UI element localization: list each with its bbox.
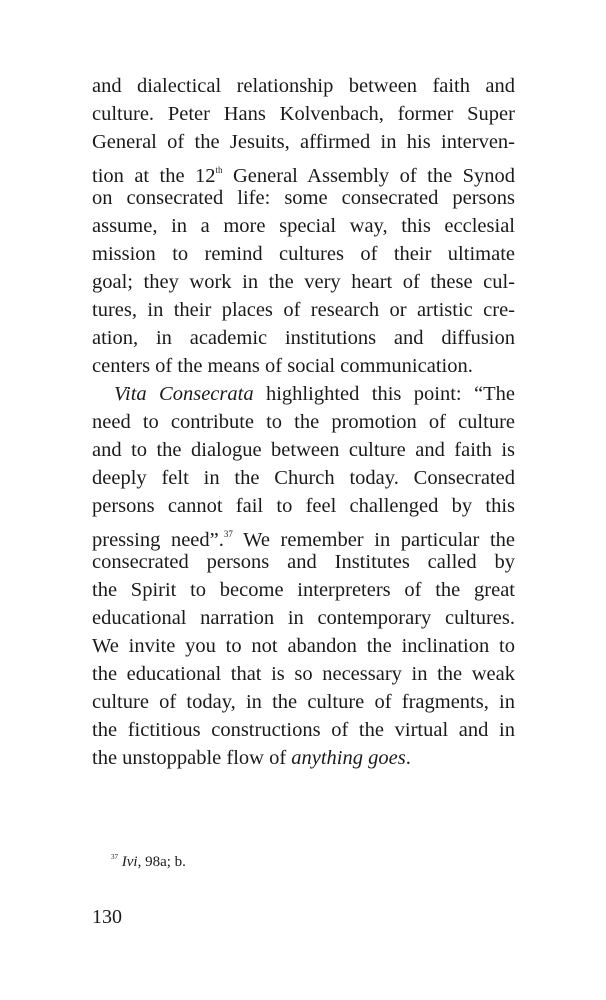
text-span: goal; they work in the very heart of these cul- — [92, 271, 515, 293]
text-span: pressing need”. — [92, 529, 224, 551]
text-line — [92, 100, 515, 128]
text-span: and to the dialogue between culture and faith is — [92, 439, 515, 461]
text-line — [92, 660, 515, 688]
text-span: the Spirit to become interpreters of the great — [92, 579, 515, 601]
text-span: tures, in their places of research or artistic cre- — [92, 299, 515, 321]
text-span: ation, in academic institutions and diffusion — [92, 327, 515, 349]
text-span: highlighted this point: “The — [253, 383, 515, 405]
body-text — [92, 72, 515, 772]
text-line — [92, 464, 515, 492]
superscript: th — [215, 165, 223, 175]
text-line — [92, 156, 516, 187]
text-span: centers of the means of social communication. — [92, 355, 473, 377]
text-line — [92, 324, 515, 352]
text-span: We invite you to not abandon the inclination to — [92, 635, 515, 657]
text-span: consecrated persons and Institutes called by — [92, 551, 515, 573]
text-line — [92, 576, 515, 604]
page-number: 130 — [92, 906, 122, 928]
text-line — [92, 632, 515, 660]
text-line — [92, 744, 515, 772]
text-span: the fictitious constructions of the virtual and in — [92, 719, 515, 741]
text-line — [92, 184, 515, 212]
text-span: tion at the 12 — [92, 165, 216, 187]
text-line — [92, 688, 515, 716]
text-line — [92, 548, 515, 576]
text-line — [92, 240, 515, 268]
italic-text: anything goes — [291, 747, 406, 769]
italic-text: Vita Consecrata — [114, 383, 254, 405]
text-line — [92, 212, 515, 240]
text-line — [92, 520, 516, 551]
text-line — [92, 436, 515, 464]
text-line — [92, 716, 515, 744]
text-line — [92, 268, 515, 296]
text-span: the unstoppable flow of — [92, 747, 292, 769]
text-line — [92, 380, 515, 408]
text-span: the educational that is so necessary in the weak — [92, 663, 515, 685]
text-line — [92, 408, 515, 436]
text-span: persons cannot fail to feel challenged by this — [92, 495, 515, 517]
text-span: educational narration in contemporary cultures. — [92, 607, 515, 629]
text-line — [92, 72, 515, 100]
text-span: and dialectical relationship between faith and — [92, 75, 515, 97]
superscript: 37 — [223, 529, 233, 539]
text-line — [92, 296, 515, 324]
text-line — [92, 604, 515, 632]
text-line — [92, 128, 515, 156]
text-span: General of the Jesuits, affirmed in his interven- — [92, 131, 515, 153]
text-span: assume, in a more special way, this ecclesial — [92, 215, 515, 237]
text-span: mission to remind cultures of their ultimate — [92, 243, 515, 265]
text-span: culture of today, in the culture of fragments, in — [92, 691, 515, 713]
text-line — [92, 492, 515, 520]
footnote — [111, 853, 186, 871]
text-span: General Assembly of the Synod — [222, 165, 516, 187]
footnote-number: 37 — [111, 853, 118, 861]
text-span: . — [405, 747, 411, 769]
text-line — [92, 352, 515, 380]
text-span: deeply felt in the Church today. Consecrated — [92, 467, 515, 489]
text-span: on consecrated life: some consecrated persons — [92, 187, 515, 209]
footnote-reference: , 98a; b. — [137, 854, 186, 870]
footnote-source: Ivi — [121, 854, 138, 870]
text-span: need to contribute to the promotion of culture — [92, 411, 515, 433]
text-span: We remember in particular the — [232, 529, 516, 551]
text-span: culture. Peter Hans Kolvenbach, former Super — [92, 103, 515, 125]
